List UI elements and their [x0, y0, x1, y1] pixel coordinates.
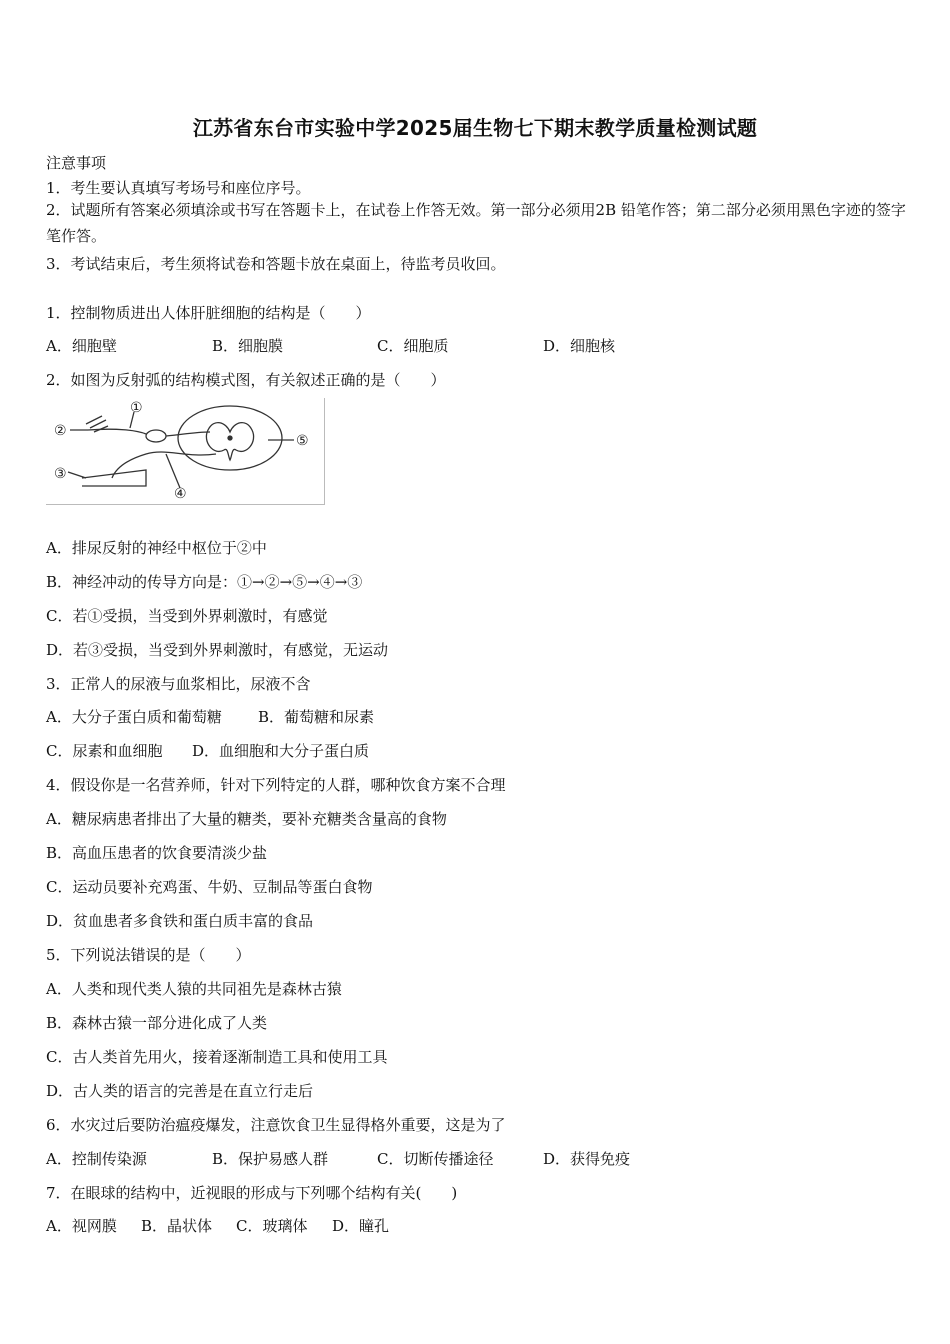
question-stem: 3．正常人的尿液与血浆相比，尿液不含: [46, 675, 311, 693]
ganglion: [146, 430, 166, 442]
central-canal: [228, 436, 232, 440]
option: C．尿素和血细胞: [46, 742, 163, 760]
label-2: ②: [54, 423, 67, 439]
question-stem: 2．如图为反射弧的结构模式图，有关叙述正确的是（ ）: [46, 371, 446, 389]
document-title: 江苏省东台市实验中学2025届生物七下期末教学质量检测试题: [192, 116, 758, 140]
note-item: 3．考试结束后，考生须将试卷和答题卡放在桌面上，待监考员收回。: [46, 255, 506, 273]
option: D．细胞核: [543, 337, 616, 355]
effector-muscle: [82, 470, 146, 486]
label-3: ③: [54, 466, 67, 482]
option: C．细胞质: [377, 337, 449, 355]
option: D．古人类的语言的完善是在直立行走后: [46, 1082, 314, 1100]
option: C．若①受损，当受到外界刺激时，有感觉: [46, 607, 328, 625]
label-5: ⑤: [296, 433, 309, 449]
question-stem: 6．水灾过后要防治瘟疫爆发，注意饮食卫生显得格外重要，这是为了: [46, 1116, 506, 1134]
question-stem: 1．控制物质进出人体肝脏细胞的结构是（ ）: [46, 304, 371, 322]
option: C．玻璃体: [236, 1217, 308, 1235]
option: D．贫血患者多食铁和蛋白质丰富的食品: [46, 912, 314, 930]
label-1: ①: [130, 400, 143, 416]
label-line: [166, 454, 180, 488]
question-stem: 4．假设你是一名营养师，针对下列特定的人群，哪种饮食方案不合理: [46, 776, 506, 794]
label-line: [68, 472, 86, 478]
option: B．保护易感人群: [212, 1150, 329, 1168]
option: A．排尿反射的神经中枢位于②中: [46, 539, 267, 557]
option: D．瞳孔: [332, 1217, 390, 1235]
option: A．大分子蛋白质和葡萄糖: [46, 708, 222, 726]
option: D．获得免疫: [543, 1150, 631, 1168]
afferent-nerve: [88, 429, 146, 434]
option: C．运动员要补充鸡蛋、牛奶、豆制品等蛋白食物: [46, 878, 373, 896]
option: A．细胞壁: [46, 337, 117, 355]
question-stem: 7．在眼球的结构中，近视眼的形成与下列哪个结构有关( ): [46, 1184, 458, 1202]
option: C．古人类首先用火，接着逐渐制造工具和使用工具: [46, 1048, 388, 1066]
option: A．视网膜: [46, 1217, 117, 1235]
option: B．晶状体: [141, 1217, 213, 1235]
dorsal-root: [166, 432, 210, 436]
option: A．控制传染源: [46, 1150, 147, 1168]
option: D．血细胞和大分子蛋白质: [192, 742, 370, 760]
option: B．森林古猿一部分进化成了人类: [46, 1014, 268, 1032]
option: B．葡萄糖和尿素: [258, 708, 375, 726]
option: A．人类和现代类人猿的共同祖先是森林古猿: [46, 980, 342, 998]
option: D．若③受损，当受到外界刺激时，有感觉，无运动: [46, 641, 389, 659]
notes-heading: 注意事项: [46, 154, 107, 172]
option: B．神经冲动的传导方向是：①→②→⑤→④→③: [46, 573, 363, 591]
option: B．细胞膜: [212, 337, 284, 355]
reflex-arc-diagram: [46, 398, 324, 504]
reflex-arc-figure: [46, 398, 325, 505]
note-item: 1．考生要认真填写考场号和座位序号。: [46, 179, 311, 197]
label-4: ④: [174, 486, 187, 502]
option: C．切断传播途径: [377, 1150, 494, 1168]
option: A．糖尿病患者排出了大量的糖类，要补充糖类含量高的食物: [46, 810, 447, 828]
note-item: 2．试题所有答案必须填涂或书写在答题卡上，在试卷上作答无效。第一部分必须用2B 铅笔作答；第二部分必须用黑色字迹的签字笔作答。: [46, 201, 906, 245]
option: B．高血压患者的饮食要清淡少盐: [46, 844, 268, 862]
question-stem: 5．下列说法错误的是（ ）: [46, 946, 251, 964]
